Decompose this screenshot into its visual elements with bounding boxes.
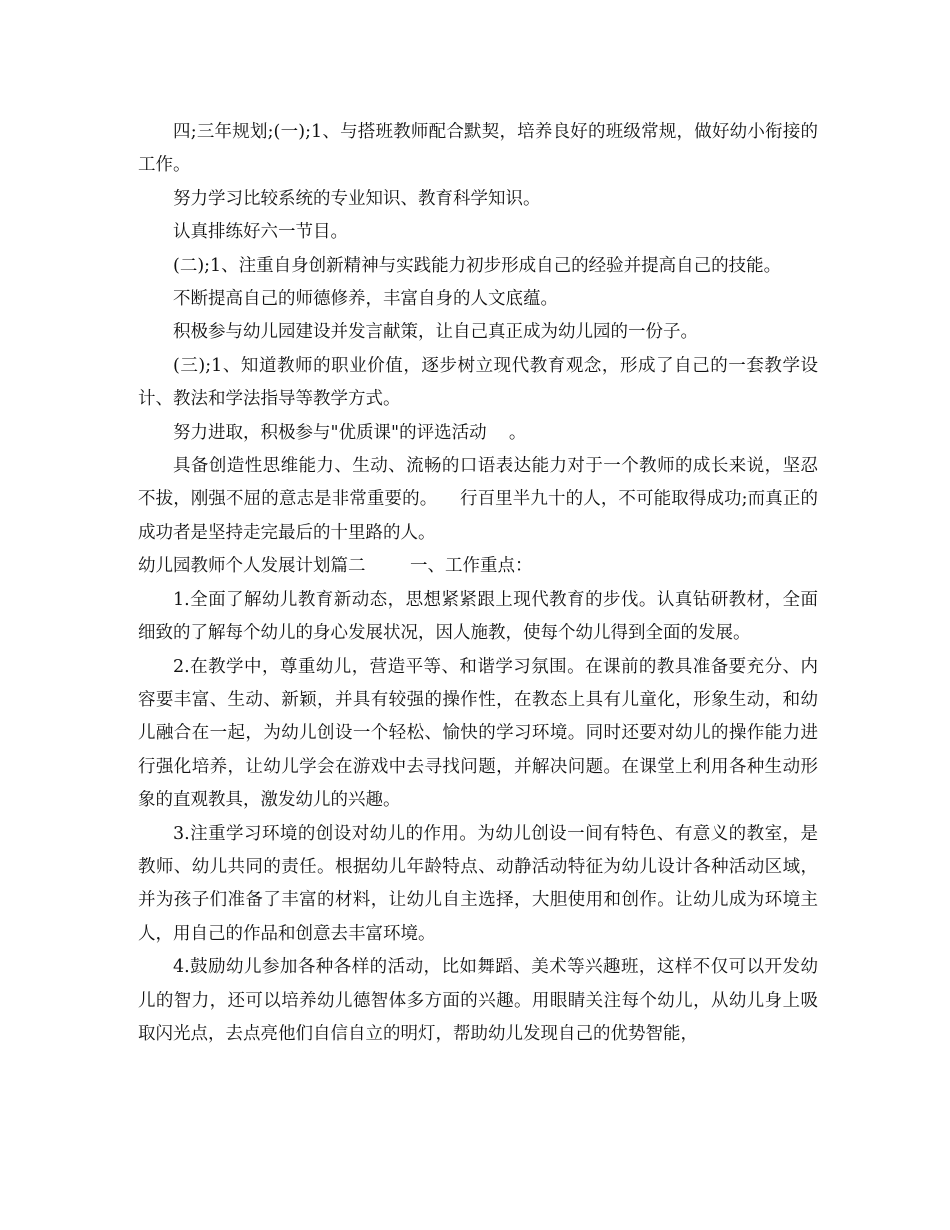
- section-heading: 幼儿园教师个人发展计划篇二 一、工作重点：: [138, 556, 533, 577]
- list-item-2: 2.在教学中，尊重幼儿，营造平等、和谐学习氛围。在课前的教具准备要充分、内容要丰富、生动、新颖，并具有较强的操作性，在教态上具有儿童化，形象生动，和幼儿融合在一起，为幼儿创设一个轻松、愉快的学习环境。同时还要对幼儿的操作能力进行强化培养，让幼儿学会在游戏中去寻找问题，并解决问题。在课堂上利用各种生动形象的直观教具，激发幼儿的兴趣。: [138, 656, 818, 811]
- paragraph-ethics: 不断提高自己的师德修养，丰富自身的人文底蕴。: [173, 289, 558, 310]
- paragraph-participation: 积极参与幼儿园建设并发言献策，让自己真正成为幼儿园的一份子。: [173, 322, 698, 343]
- list-item-1: 1.全面了解幼儿教育新动态，思想紧紧跟上现代教育的步伐。认真钻研教材，全面细致的了解每个幼儿的身心发展状况，因人施教，使每个幼儿得到全面的发展。: [138, 589, 818, 644]
- paragraph-quality-class: 努力进取，积极参与"优质课"的评选活动 。: [173, 422, 527, 443]
- paragraph-study-knowledge: 努力学习比较系统的专业知识、教育科学知识。: [173, 188, 541, 209]
- list-item-4: 4.鼓励幼儿参加各种各样的活动，比如舞蹈、美术等兴趣班，这样不仅可以开发幼儿的智力，还可以培养幼儿德智体多方面的兴趣。用眼睛关注每个幼儿，从幼儿身上吸取闪光点，去点亮他们自信自立的明灯，帮助幼儿发现自己的优势智能，: [138, 957, 818, 1044]
- paragraph-rehearse-program: 认真排练好六一节目。: [173, 222, 348, 243]
- paragraph-plan-three: (三);1、知道教师的职业价值，逐步树立现代教育观念，形成了自己的一套教学设计、教法和学法指导等教学方式。: [138, 355, 818, 410]
- paragraph-three-year-plan: 四;三年规划;(一);1、与搭班教师配合默契，培养良好的班级常规，做好幼小衔接的工作。: [138, 122, 818, 176]
- paragraph-perseverance: 具备创造性思维能力、生动、流畅的口语表达能力对于一个教师的成长来说，坚忍不拔，刚强不屈的意志是非常重要的。 行百里半九十的人，不可能取得成功;而真正的成功者是坚持走完最后的十里路的人。: [138, 456, 818, 543]
- paragraph-plan-two: (二);1、注重自身创新精神与实践能力初步形成自己的经验并提高自己的技能。: [173, 255, 782, 276]
- list-item-3: 3.注重学习环境的创设对幼儿的作用。为幼儿创设一间有特色、有意义的教室，是教师、幼儿共同的责任。根据幼儿年龄特点、动静活动特征为幼儿设计各种活动区域，并为孩子们准备了丰富的材料，让幼儿自主选择，大胆使用和创作。让幼儿成为环境主人，用自己的作品和创意去丰富环境。: [138, 823, 818, 944]
- document-body: [138, 116, 818, 1051]
